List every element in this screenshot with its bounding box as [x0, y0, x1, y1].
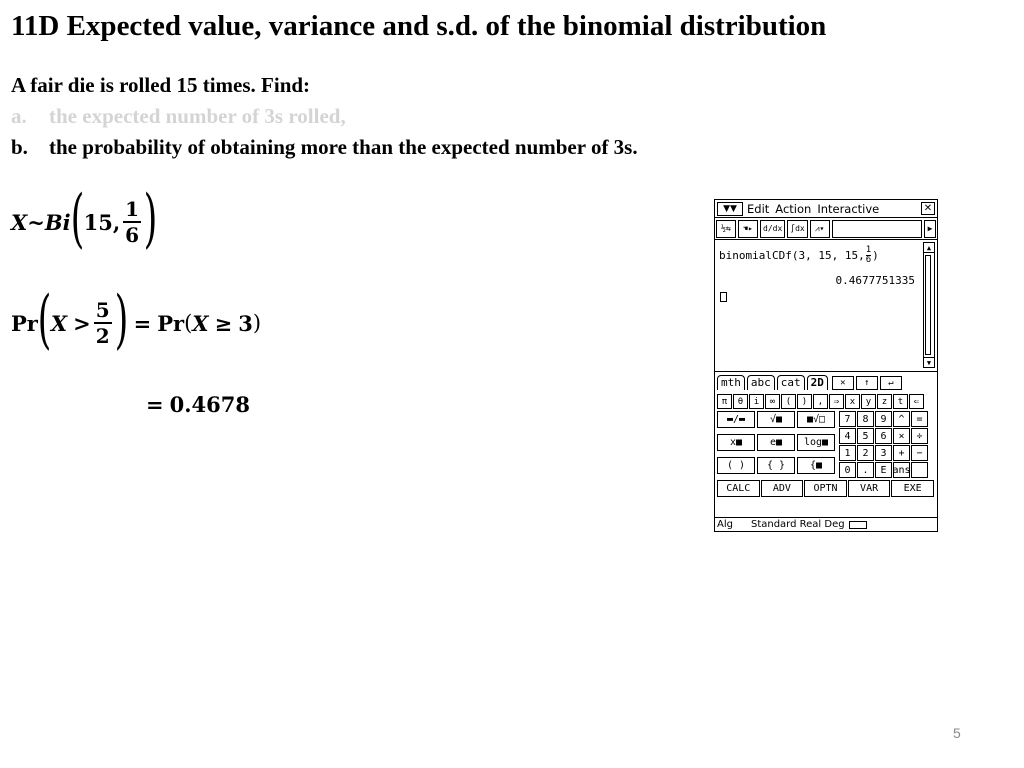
input-suffix: ) [872, 249, 879, 262]
slide-title: 11D Expected value, variance and s.d. of the binomial distribution [11, 10, 827, 42]
equals-sign: = [146, 392, 164, 417]
rhs-var: X [192, 310, 209, 336]
menu-chevron-icon[interactable]: ▼▼ [717, 202, 743, 216]
function-keys [717, 480, 935, 497]
symbol-key[interactable]: ) [797, 394, 812, 409]
calc-keyboard [715, 372, 937, 499]
dist-sep: , [112, 209, 121, 235]
status-mode: Alg [717, 519, 733, 530]
template-key[interactable]: ( ) [717, 457, 755, 474]
open-paren: ( [70, 182, 84, 256]
function-key-var[interactable]: VAR [848, 480, 891, 497]
rhs-pr: Pr [157, 310, 185, 336]
dist-n: 15 [83, 209, 113, 235]
close-icon[interactable]: ✕ [921, 202, 935, 215]
question-stem: A fair die is rolled 15 times. Find: [11, 73, 311, 97]
rhs-val: 3 [238, 310, 253, 336]
tab-cat[interactable]: cat [777, 375, 805, 390]
scroll-thumb[interactable] [925, 255, 931, 355]
pr-label: Pr [11, 310, 38, 336]
keyboard-tabs [717, 374, 935, 391]
symbol-key[interactable]: y [861, 394, 876, 409]
symbol-key[interactable]: t [893, 394, 908, 409]
menu-interactive[interactable]: Interactive [817, 201, 880, 216]
close-paren: ) [143, 182, 158, 256]
symbol-row [717, 394, 935, 409]
keypad-key[interactable]: 3 [875, 445, 892, 461]
symbol-key[interactable]: ∞ [765, 394, 780, 409]
keypad-key[interactable]: = [911, 411, 928, 427]
keyboard-main [717, 411, 935, 478]
symbol-key[interactable]: ⇒ [829, 394, 844, 409]
symbol-key[interactable]: x [845, 394, 860, 409]
keypad [839, 411, 928, 478]
enter-icon[interactable]: ↵ [880, 376, 902, 390]
var-x: X [50, 310, 68, 336]
dist-name: Bi [44, 209, 71, 235]
frac-num: 5 [95, 298, 110, 322]
symbol-key[interactable]: ( [781, 394, 796, 409]
keypad-key[interactable] [911, 462, 928, 478]
var-x: X [11, 209, 28, 235]
keypad-key[interactable]: 0 [839, 462, 856, 478]
function-key-adv[interactable]: ADV [761, 480, 804, 497]
ge-sign: ≥ [214, 310, 233, 336]
keypad-key[interactable]: 7 [839, 411, 856, 427]
keypad-key[interactable]: − [911, 445, 928, 461]
toolbar-blank [832, 220, 922, 238]
function-key-optn[interactable]: OPTN [804, 480, 847, 497]
template-keys [717, 411, 835, 478]
question-part-a [11, 101, 638, 132]
result-line [146, 392, 250, 417]
battery-icon [849, 521, 867, 529]
keypad-key[interactable]: 9 [875, 411, 892, 427]
keypad-key[interactable]: 5 [857, 428, 874, 444]
calc-scrollbar[interactable] [923, 242, 935, 368]
template-key[interactable]: √■ [757, 411, 795, 428]
rhs-open: ( [184, 311, 193, 335]
frac-den: 6 [125, 223, 140, 247]
slide-number: 5 [953, 725, 961, 741]
symbol-key[interactable]: π [717, 394, 732, 409]
symbol-key[interactable]: , [813, 394, 828, 409]
input-prefix: binomialCDf(3, 15, 15, [719, 249, 865, 262]
distribution-line [11, 182, 158, 256]
function-key-calc[interactable]: CALC [717, 480, 760, 497]
calc-input-line [719, 246, 879, 265]
keypad-key[interactable]: ans [893, 462, 910, 478]
fraction-toggle-icon[interactable]: ½⇆ [716, 220, 736, 238]
gt-sign: > [73, 310, 91, 336]
calc-menubar [715, 200, 937, 218]
rhs-close: ) [252, 311, 262, 335]
keypad-key[interactable]: 2 [857, 445, 874, 461]
symbol-key[interactable]: θ [733, 394, 748, 409]
calc-cursor [720, 292, 727, 302]
symbol-key[interactable]: i [749, 394, 764, 409]
result-value: 0.4678 [169, 392, 250, 417]
menu-edit[interactable]: Edit [747, 201, 770, 216]
derivative-icon[interactable]: d/dx [760, 220, 785, 238]
integral-icon[interactable]: ∫dx [787, 220, 807, 238]
symbol-key[interactable]: ⇐ [909, 394, 924, 409]
keypad-key[interactable]: ÷ [911, 428, 928, 444]
template-key[interactable]: { } [757, 457, 795, 474]
calculator-screenshot [714, 199, 938, 532]
template-key[interactable]: e■ [757, 434, 795, 451]
question-part-b [11, 132, 638, 163]
input-fraction [866, 246, 871, 265]
symbol-key[interactable]: z [877, 394, 892, 409]
menu-action[interactable]: Action [775, 201, 812, 216]
template-key[interactable]: ■√□ [797, 411, 835, 428]
keypad-key[interactable]: ^ [893, 411, 910, 427]
delete-icon[interactable]: ✕ [832, 376, 854, 390]
tab-abc[interactable]: abc [747, 375, 775, 390]
part-text: the probability of obtaining more than the expected number of 3s. [49, 135, 638, 159]
tilde: ~ [27, 209, 45, 235]
tab-mth[interactable]: mth [717, 375, 745, 390]
scroll-up-icon[interactable]: ▲ [924, 243, 934, 253]
close-paren: ) [114, 283, 129, 357]
keypad-key[interactable]: 4 [839, 428, 856, 444]
function-key-exe[interactable]: EXE [891, 480, 934, 497]
keypad-key[interactable]: 6 [875, 428, 892, 444]
dist-p-fraction [123, 197, 141, 247]
status-settings: Standard Real Deg [750, 519, 845, 530]
toolbar-next-icon[interactable]: ▶ [924, 220, 936, 238]
template-key[interactable]: x■ [717, 434, 755, 451]
expected-fraction [94, 298, 112, 348]
part-marker: b. [11, 135, 28, 159]
template-key[interactable]: ▬/▬ [717, 411, 755, 428]
graph-icon[interactable]: ⩘▾ [810, 220, 830, 238]
keypad-key[interactable]: 1 [839, 445, 856, 461]
keypad-key[interactable]: E [875, 462, 892, 478]
open-paren: ( [37, 283, 52, 357]
probability-line [11, 283, 262, 357]
frac-den: 2 [95, 324, 110, 348]
keypad-key[interactable]: . [857, 462, 874, 478]
hand-icon[interactable]: ☚▸ [738, 220, 758, 238]
part-marker: a. [11, 104, 27, 128]
part-text: the expected number of 3s rolled, [49, 104, 346, 128]
frac-num: 1 [125, 197, 140, 221]
template-key[interactable]: log■ [797, 434, 835, 451]
keypad-key[interactable]: × [893, 428, 910, 444]
question-block [11, 70, 638, 163]
keypad-key[interactable]: 8 [857, 411, 874, 427]
scroll-down-icon[interactable]: ▼ [924, 357, 934, 367]
shift-up-icon[interactable]: ↑ [856, 376, 878, 390]
calc-output: 0.4677751335 [835, 274, 915, 287]
keypad-key[interactable]: + [893, 445, 910, 461]
template-key[interactable]: {■ [797, 457, 835, 474]
input-frac-num: 1 [865, 245, 872, 255]
tab-2d[interactable]: 2D [807, 375, 828, 390]
calc-toolbar [715, 218, 937, 240]
equals-sign: = [133, 310, 152, 336]
calc-screen [715, 240, 937, 372]
calc-status-bar [715, 517, 937, 531]
input-frac-den: 6 [865, 255, 872, 265]
